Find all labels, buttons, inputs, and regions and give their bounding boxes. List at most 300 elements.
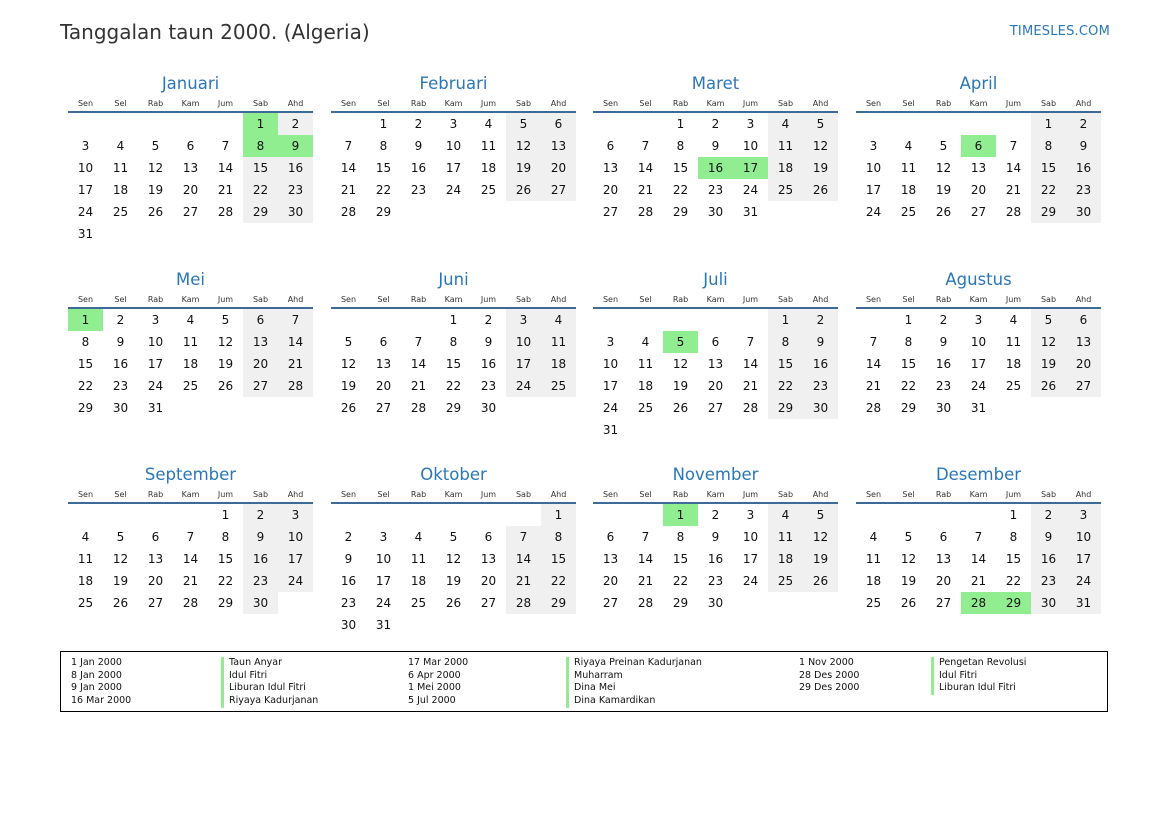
day-cell[interactable]: 8 bbox=[541, 526, 576, 548]
day-cell[interactable]: 20 bbox=[602, 183, 619, 197]
day-cell[interactable]: 12 bbox=[935, 161, 952, 175]
day-cell[interactable]: 20 bbox=[935, 574, 952, 588]
day-cell[interactable]: 19 bbox=[112, 574, 129, 588]
day-cell[interactable]: 12 bbox=[445, 552, 462, 566]
day-cell[interactable]: 4 bbox=[1009, 313, 1018, 327]
day-cell[interactable]: 2 bbox=[711, 508, 720, 522]
day-cell[interactable]: 3 bbox=[746, 117, 755, 131]
day-cell[interactable]: 14 bbox=[742, 357, 759, 371]
day-cell[interactable]: 22 bbox=[900, 379, 917, 393]
day-cell[interactable]: 18 bbox=[900, 183, 917, 197]
day-cell[interactable]: 17 bbox=[147, 357, 164, 371]
day-cell[interactable]: 2 bbox=[484, 313, 493, 327]
day-cell[interactable]: 4 bbox=[541, 309, 576, 331]
day-cell[interactable]: 11 bbox=[541, 331, 576, 353]
day-cell[interactable]: 21 bbox=[637, 183, 654, 197]
day-cell[interactable]: 2 bbox=[344, 530, 353, 544]
day-cell[interactable]: 9 bbox=[1031, 526, 1066, 548]
day-cell[interactable]: 13 bbox=[480, 552, 497, 566]
day-cell[interactable]: 13 bbox=[970, 161, 987, 175]
day-cell[interactable]: 29 bbox=[445, 401, 462, 415]
day-cell[interactable]: 7 bbox=[221, 139, 230, 153]
day-cell[interactable]: 8 bbox=[904, 335, 913, 349]
day-cell[interactable]: 5 bbox=[803, 113, 838, 135]
day-cell[interactable]: 23 bbox=[1031, 570, 1066, 592]
day-cell[interactable]: 31 bbox=[970, 401, 987, 415]
day-cell[interactable]: 10 bbox=[602, 357, 619, 371]
day-cell[interactable]: 31 bbox=[602, 423, 619, 437]
day-cell[interactable]: 16 bbox=[278, 157, 313, 179]
day-cell[interactable]: 14 bbox=[970, 552, 987, 566]
day-cell[interactable]: 18 bbox=[112, 183, 129, 197]
day-cell[interactable]: 15 bbox=[1031, 157, 1066, 179]
day-cell[interactable]: 25 bbox=[77, 596, 94, 610]
day-cell[interactable]: 10 bbox=[1066, 526, 1101, 548]
day-cell[interactable]: 13 bbox=[147, 552, 164, 566]
day-cell[interactable]: 23 bbox=[707, 574, 724, 588]
day-cell[interactable]: 5 bbox=[116, 530, 125, 544]
day-cell[interactable]: 26 bbox=[803, 570, 838, 592]
day-cell[interactable]: 4 bbox=[641, 335, 650, 349]
day-cell[interactable]: 11 bbox=[77, 552, 94, 566]
day-cell[interactable]: 20 bbox=[602, 574, 619, 588]
day-cell[interactable]: 29 bbox=[1031, 201, 1066, 223]
day-cell[interactable]: 3 bbox=[1066, 504, 1101, 526]
day-cell[interactable]: 11 bbox=[182, 335, 199, 349]
day-cell[interactable]: 3 bbox=[869, 139, 878, 153]
day-cell[interactable]: 30 bbox=[340, 618, 357, 632]
day-cell[interactable]: 17 bbox=[77, 183, 94, 197]
day-cell[interactable]: 16 bbox=[707, 552, 724, 566]
day-cell[interactable]: 24 bbox=[1066, 570, 1101, 592]
day-cell[interactable]: 5 bbox=[803, 504, 838, 526]
day-cell[interactable]: 17 bbox=[506, 353, 541, 375]
day-cell[interactable]: 30 bbox=[1031, 592, 1066, 614]
day-cell[interactable]: 14 bbox=[182, 552, 199, 566]
day-cell[interactable]: 22 bbox=[375, 183, 392, 197]
day-cell[interactable]: 9 bbox=[116, 335, 125, 349]
day-cell[interactable]: 31 bbox=[1066, 592, 1101, 614]
day-cell[interactable]: 9 bbox=[711, 530, 720, 544]
day-cell[interactable]: 18 bbox=[410, 574, 427, 588]
day-cell[interactable]: 11 bbox=[768, 526, 803, 548]
day-cell[interactable]: 28 bbox=[506, 592, 541, 614]
day-cell[interactable]: 25 bbox=[637, 401, 654, 415]
day-cell[interactable]: 19 bbox=[147, 183, 164, 197]
day-cell[interactable]: 2 bbox=[278, 113, 313, 135]
day-cell[interactable]: 19 bbox=[900, 574, 917, 588]
day-cell[interactable]: 4 bbox=[768, 504, 803, 526]
day-cell[interactable]: 4 bbox=[869, 530, 878, 544]
day-cell[interactable]: 28 bbox=[217, 205, 234, 219]
day-cell[interactable]: 1 bbox=[221, 508, 230, 522]
day-cell[interactable]: 19 bbox=[672, 379, 689, 393]
day-cell[interactable]: 16 bbox=[112, 357, 129, 371]
day-cell[interactable]: 5 bbox=[904, 530, 913, 544]
day-cell[interactable]: 24 bbox=[506, 375, 541, 397]
day-cell[interactable]: 20 bbox=[970, 183, 987, 197]
day-cell[interactable]: 11 bbox=[112, 161, 129, 175]
day-cell[interactable]: 26 bbox=[112, 596, 129, 610]
day-cell[interactable]: 11 bbox=[865, 552, 882, 566]
day-cell[interactable]: 13 bbox=[243, 331, 278, 353]
day-cell[interactable]: 5 bbox=[506, 113, 541, 135]
day-cell[interactable]: 10 bbox=[970, 335, 987, 349]
day-cell[interactable]: 23 bbox=[1066, 179, 1101, 201]
day-cell[interactable]: 1 bbox=[904, 313, 913, 327]
day-cell[interactable]: 17 bbox=[602, 379, 619, 393]
day-cell[interactable]: 26 bbox=[672, 401, 689, 415]
day-cell[interactable]: 21 bbox=[506, 570, 541, 592]
day-cell[interactable]: 25 bbox=[900, 205, 917, 219]
holiday-day-cell[interactable]: 17 bbox=[733, 157, 768, 179]
day-cell[interactable]: 19 bbox=[506, 157, 541, 179]
holiday-day-cell[interactable]: 1 bbox=[68, 309, 103, 331]
day-cell[interactable]: 18 bbox=[77, 574, 94, 588]
day-cell[interactable]: 28 bbox=[742, 401, 759, 415]
day-cell[interactable]: 12 bbox=[340, 357, 357, 371]
day-cell[interactable]: 3 bbox=[746, 508, 755, 522]
day-cell[interactable]: 13 bbox=[935, 552, 952, 566]
day-cell[interactable]: 1 bbox=[768, 309, 803, 331]
day-cell[interactable]: 29 bbox=[243, 201, 278, 223]
day-cell[interactable]: 29 bbox=[672, 205, 689, 219]
day-cell[interactable]: 27 bbox=[707, 401, 724, 415]
day-cell[interactable]: 7 bbox=[186, 530, 195, 544]
day-cell[interactable]: 19 bbox=[803, 548, 838, 570]
day-cell[interactable]: 25 bbox=[865, 596, 882, 610]
day-cell[interactable]: 19 bbox=[217, 357, 234, 371]
day-cell[interactable]: 28 bbox=[637, 596, 654, 610]
day-cell[interactable]: 22 bbox=[243, 179, 278, 201]
day-cell[interactable]: 5 bbox=[221, 313, 230, 327]
day-cell[interactable]: 3 bbox=[606, 335, 615, 349]
holiday-day-cell[interactable]: 8 bbox=[243, 135, 278, 157]
day-cell[interactable]: 7 bbox=[278, 309, 313, 331]
day-cell[interactable]: 29 bbox=[541, 592, 576, 614]
day-cell[interactable]: 16 bbox=[243, 548, 278, 570]
day-cell[interactable]: 8 bbox=[1031, 135, 1066, 157]
day-cell[interactable]: 9 bbox=[344, 552, 353, 566]
day-cell[interactable]: 25 bbox=[1005, 379, 1022, 393]
day-cell[interactable]: 7 bbox=[974, 530, 983, 544]
holiday-day-cell[interactable]: 5 bbox=[663, 331, 698, 353]
day-cell[interactable]: 9 bbox=[939, 335, 948, 349]
holiday-day-cell[interactable]: 16 bbox=[698, 157, 733, 179]
holiday-day-cell[interactable]: 29 bbox=[996, 592, 1031, 614]
day-cell[interactable]: 23 bbox=[803, 375, 838, 397]
day-cell[interactable]: 27 bbox=[602, 596, 619, 610]
day-cell[interactable]: 22 bbox=[672, 574, 689, 588]
day-cell[interactable]: 13 bbox=[1066, 331, 1101, 353]
day-cell[interactable]: 14 bbox=[506, 548, 541, 570]
day-cell[interactable]: 12 bbox=[506, 135, 541, 157]
day-cell[interactable]: 25 bbox=[768, 179, 803, 201]
holiday-day-cell[interactable]: 28 bbox=[961, 592, 996, 614]
day-cell[interactable]: 30 bbox=[112, 401, 129, 415]
day-cell[interactable]: 21 bbox=[742, 379, 759, 393]
day-cell[interactable]: 17 bbox=[1066, 548, 1101, 570]
day-cell[interactable]: 31 bbox=[147, 401, 164, 415]
day-cell[interactable]: 22 bbox=[77, 379, 94, 393]
day-cell[interactable]: 21 bbox=[637, 574, 654, 588]
day-cell[interactable]: 20 bbox=[480, 574, 497, 588]
day-cell[interactable]: 3 bbox=[151, 313, 160, 327]
day-cell[interactable]: 21 bbox=[340, 183, 357, 197]
day-cell[interactable]: 5 bbox=[344, 335, 353, 349]
day-cell[interactable]: 13 bbox=[707, 357, 724, 371]
day-cell[interactable]: 23 bbox=[410, 183, 427, 197]
day-cell[interactable]: 8 bbox=[676, 530, 685, 544]
day-cell[interactable]: 1 bbox=[1031, 113, 1066, 135]
day-cell[interactable]: 26 bbox=[217, 379, 234, 393]
day-cell[interactable]: 6 bbox=[711, 335, 720, 349]
day-cell[interactable]: 12 bbox=[147, 161, 164, 175]
day-cell[interactable]: 14 bbox=[278, 331, 313, 353]
day-cell[interactable]: 20 bbox=[147, 574, 164, 588]
day-cell[interactable]: 29 bbox=[672, 596, 689, 610]
day-cell[interactable]: 27 bbox=[935, 596, 952, 610]
day-cell[interactable]: 30 bbox=[480, 401, 497, 415]
day-cell[interactable]: 8 bbox=[1009, 530, 1018, 544]
day-cell[interactable]: 19 bbox=[1031, 353, 1066, 375]
day-cell[interactable]: 18 bbox=[637, 379, 654, 393]
day-cell[interactable]: 31 bbox=[77, 227, 94, 241]
day-cell[interactable]: 30 bbox=[278, 201, 313, 223]
day-cell[interactable]: 7 bbox=[414, 335, 423, 349]
day-cell[interactable]: 12 bbox=[217, 335, 234, 349]
day-cell[interactable]: 7 bbox=[746, 335, 755, 349]
day-cell[interactable]: 14 bbox=[410, 357, 427, 371]
day-cell[interactable]: 16 bbox=[340, 574, 357, 588]
day-cell[interactable]: 4 bbox=[904, 139, 913, 153]
day-cell[interactable]: 9 bbox=[711, 139, 720, 153]
day-cell[interactable]: 22 bbox=[1031, 179, 1066, 201]
day-cell[interactable]: 15 bbox=[1005, 552, 1022, 566]
day-cell[interactable]: 3 bbox=[278, 504, 313, 526]
day-cell[interactable]: 20 bbox=[707, 379, 724, 393]
day-cell[interactable]: 7 bbox=[869, 335, 878, 349]
brand-link[interactable]: TIMESLES.COM bbox=[1009, 24, 1110, 39]
day-cell[interactable]: 2 bbox=[711, 117, 720, 131]
day-cell[interactable]: 14 bbox=[637, 161, 654, 175]
day-cell[interactable]: 29 bbox=[900, 401, 917, 415]
day-cell[interactable]: 10 bbox=[445, 139, 462, 153]
day-cell[interactable]: 15 bbox=[243, 157, 278, 179]
day-cell[interactable]: 4 bbox=[768, 113, 803, 135]
day-cell[interactable]: 12 bbox=[900, 552, 917, 566]
day-cell[interactable]: 20 bbox=[182, 183, 199, 197]
day-cell[interactable]: 25 bbox=[182, 379, 199, 393]
day-cell[interactable]: 23 bbox=[340, 596, 357, 610]
day-cell[interactable]: 17 bbox=[278, 548, 313, 570]
day-cell[interactable]: 18 bbox=[182, 357, 199, 371]
day-cell[interactable]: 29 bbox=[768, 397, 803, 419]
day-cell[interactable]: 21 bbox=[410, 379, 427, 393]
day-cell[interactable]: 15 bbox=[445, 357, 462, 371]
day-cell[interactable]: 2 bbox=[939, 313, 948, 327]
day-cell[interactable]: 2 bbox=[803, 309, 838, 331]
day-cell[interactable]: 14 bbox=[637, 552, 654, 566]
day-cell[interactable]: 26 bbox=[147, 205, 164, 219]
day-cell[interactable]: 25 bbox=[112, 205, 129, 219]
day-cell[interactable]: 9 bbox=[1066, 135, 1101, 157]
day-cell[interactable]: 28 bbox=[410, 401, 427, 415]
day-cell[interactable]: 15 bbox=[217, 552, 234, 566]
day-cell[interactable]: 7 bbox=[641, 139, 650, 153]
day-cell[interactable]: 9 bbox=[803, 331, 838, 353]
day-cell[interactable]: 27 bbox=[480, 596, 497, 610]
day-cell[interactable]: 23 bbox=[278, 179, 313, 201]
day-cell[interactable]: 21 bbox=[1005, 183, 1022, 197]
day-cell[interactable]: 28 bbox=[182, 596, 199, 610]
day-cell[interactable]: 5 bbox=[151, 139, 160, 153]
day-cell[interactable]: 15 bbox=[375, 161, 392, 175]
day-cell[interactable]: 16 bbox=[1066, 157, 1101, 179]
day-cell[interactable]: 15 bbox=[900, 357, 917, 371]
day-cell[interactable]: 20 bbox=[375, 379, 392, 393]
day-cell[interactable]: 19 bbox=[803, 157, 838, 179]
day-cell[interactable]: 15 bbox=[672, 161, 689, 175]
day-cell[interactable]: 10 bbox=[375, 552, 392, 566]
day-cell[interactable]: 26 bbox=[506, 179, 541, 201]
day-cell[interactable]: 3 bbox=[379, 530, 388, 544]
day-cell[interactable]: 27 bbox=[602, 205, 619, 219]
day-cell[interactable]: 20 bbox=[243, 353, 278, 375]
day-cell[interactable]: 24 bbox=[602, 401, 619, 415]
day-cell[interactable]: 6 bbox=[151, 530, 160, 544]
day-cell[interactable]: 15 bbox=[768, 353, 803, 375]
day-cell[interactable]: 2 bbox=[116, 313, 125, 327]
day-cell[interactable]: 27 bbox=[182, 205, 199, 219]
day-cell[interactable]: 18 bbox=[541, 353, 576, 375]
day-cell[interactable]: 28 bbox=[637, 205, 654, 219]
day-cell[interactable]: 10 bbox=[742, 530, 759, 544]
day-cell[interactable]: 26 bbox=[340, 401, 357, 415]
day-cell[interactable]: 16 bbox=[480, 357, 497, 371]
day-cell[interactable]: 8 bbox=[449, 335, 458, 349]
day-cell[interactable]: 23 bbox=[935, 379, 952, 393]
day-cell[interactable]: 12 bbox=[672, 357, 689, 371]
day-cell[interactable]: 6 bbox=[484, 530, 493, 544]
day-cell[interactable]: 8 bbox=[221, 530, 230, 544]
day-cell[interactable]: 18 bbox=[768, 548, 803, 570]
day-cell[interactable]: 25 bbox=[410, 596, 427, 610]
day-cell[interactable]: 22 bbox=[541, 570, 576, 592]
day-cell[interactable]: 3 bbox=[974, 313, 983, 327]
day-cell[interactable]: 7 bbox=[641, 530, 650, 544]
day-cell[interactable]: 4 bbox=[484, 117, 493, 131]
day-cell[interactable]: 24 bbox=[77, 205, 94, 219]
day-cell[interactable]: 19 bbox=[935, 183, 952, 197]
day-cell[interactable]: 30 bbox=[803, 397, 838, 419]
day-cell[interactable]: 21 bbox=[865, 379, 882, 393]
day-cell[interactable]: 10 bbox=[506, 331, 541, 353]
day-cell[interactable]: 5 bbox=[939, 139, 948, 153]
day-cell[interactable]: 26 bbox=[900, 596, 917, 610]
day-cell[interactable]: 28 bbox=[1005, 205, 1022, 219]
day-cell[interactable]: 2 bbox=[1031, 504, 1066, 526]
day-cell[interactable]: 23 bbox=[707, 183, 724, 197]
day-cell[interactable]: 10 bbox=[77, 161, 94, 175]
day-cell[interactable]: 30 bbox=[707, 596, 724, 610]
day-cell[interactable]: 21 bbox=[970, 574, 987, 588]
day-cell[interactable]: 11 bbox=[1005, 335, 1022, 349]
day-cell[interactable]: 24 bbox=[742, 574, 759, 588]
day-cell[interactable]: 16 bbox=[935, 357, 952, 371]
day-cell[interactable]: 11 bbox=[480, 139, 497, 153]
day-cell[interactable]: 6 bbox=[606, 139, 615, 153]
day-cell[interactable]: 31 bbox=[742, 205, 759, 219]
day-cell[interactable]: 5 bbox=[1031, 309, 1066, 331]
day-cell[interactable]: 4 bbox=[81, 530, 90, 544]
day-cell[interactable]: 24 bbox=[147, 379, 164, 393]
day-cell[interactable]: 16 bbox=[410, 161, 427, 175]
day-cell[interactable]: 17 bbox=[445, 161, 462, 175]
day-cell[interactable]: 10 bbox=[147, 335, 164, 349]
day-cell[interactable]: 27 bbox=[1066, 375, 1101, 397]
day-cell[interactable]: 6 bbox=[379, 335, 388, 349]
day-cell[interactable]: 30 bbox=[243, 592, 278, 614]
day-cell[interactable]: 24 bbox=[865, 205, 882, 219]
day-cell[interactable]: 25 bbox=[768, 570, 803, 592]
day-cell[interactable]: 22 bbox=[217, 574, 234, 588]
day-cell[interactable]: 12 bbox=[112, 552, 129, 566]
day-cell[interactable]: 22 bbox=[445, 379, 462, 393]
day-cell[interactable]: 28 bbox=[278, 375, 313, 397]
day-cell[interactable]: 25 bbox=[480, 183, 497, 197]
day-cell[interactable]: 18 bbox=[1005, 357, 1022, 371]
day-cell[interactable]: 21 bbox=[217, 183, 234, 197]
day-cell[interactable]: 1 bbox=[541, 504, 576, 526]
day-cell[interactable]: 27 bbox=[243, 375, 278, 397]
day-cell[interactable]: 19 bbox=[340, 379, 357, 393]
day-cell[interactable]: 11 bbox=[410, 552, 427, 566]
day-cell[interactable]: 8 bbox=[379, 139, 388, 153]
day-cell[interactable]: 17 bbox=[865, 183, 882, 197]
day-cell[interactable]: 20 bbox=[541, 157, 576, 179]
day-cell[interactable]: 27 bbox=[375, 401, 392, 415]
day-cell[interactable]: 23 bbox=[480, 379, 497, 393]
day-cell[interactable]: 1 bbox=[1009, 508, 1018, 522]
day-cell[interactable]: 15 bbox=[672, 552, 689, 566]
day-cell[interactable]: 10 bbox=[278, 526, 313, 548]
day-cell[interactable]: 8 bbox=[81, 335, 90, 349]
holiday-day-cell[interactable]: 1 bbox=[663, 504, 698, 526]
day-cell[interactable]: 5 bbox=[449, 530, 458, 544]
day-cell[interactable]: 14 bbox=[865, 357, 882, 371]
day-cell[interactable]: 3 bbox=[449, 117, 458, 131]
day-cell[interactable]: 26 bbox=[935, 205, 952, 219]
holiday-day-cell[interactable]: 1 bbox=[243, 113, 278, 135]
day-cell[interactable]: 21 bbox=[182, 574, 199, 588]
day-cell[interactable]: 30 bbox=[935, 401, 952, 415]
day-cell[interactable]: 13 bbox=[375, 357, 392, 371]
day-cell[interactable]: 14 bbox=[1005, 161, 1022, 175]
day-cell[interactable]: 24 bbox=[970, 379, 987, 393]
day-cell[interactable]: 18 bbox=[768, 157, 803, 179]
day-cell[interactable]: 26 bbox=[445, 596, 462, 610]
day-cell[interactable]: 1 bbox=[676, 117, 685, 131]
day-cell[interactable]: 29 bbox=[77, 401, 94, 415]
day-cell[interactable]: 17 bbox=[375, 574, 392, 588]
day-cell[interactable]: 29 bbox=[375, 205, 392, 219]
day-cell[interactable]: 30 bbox=[707, 205, 724, 219]
day-cell[interactable]: 12 bbox=[803, 526, 838, 548]
day-cell[interactable]: 24 bbox=[278, 570, 313, 592]
day-cell[interactable]: 11 bbox=[637, 357, 654, 371]
day-cell[interactable]: 11 bbox=[900, 161, 917, 175]
